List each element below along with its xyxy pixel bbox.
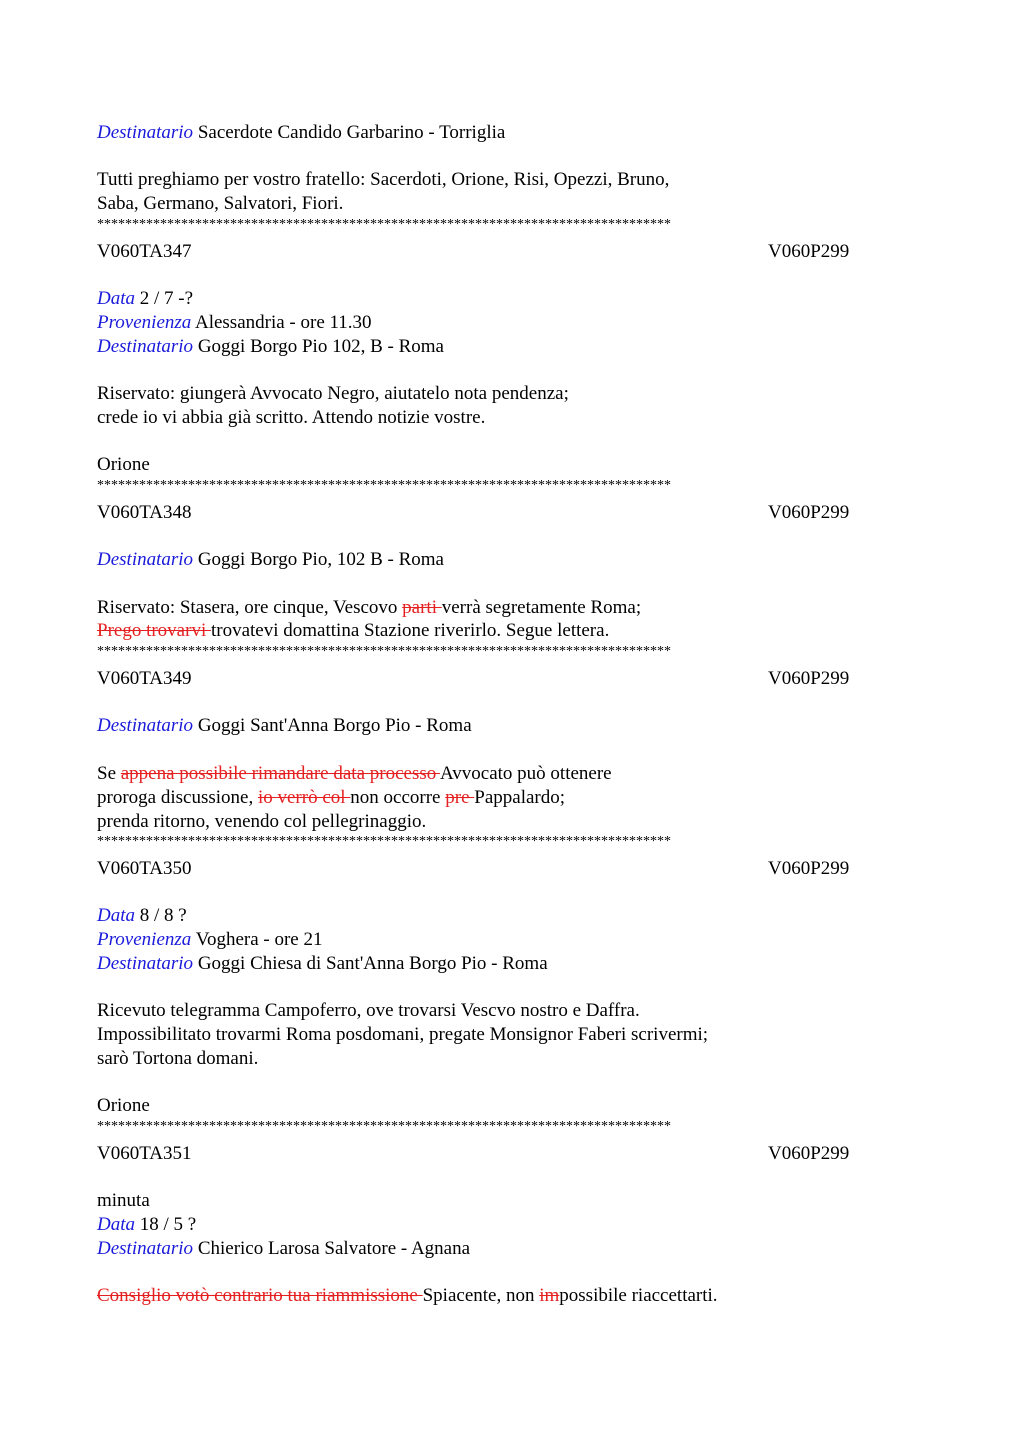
message-line: Ricevuto telegramma Campoferro, ove trovarsi Vescvo nostro e Daffra. — [97, 1000, 640, 1021]
date-value: 18 / 5 ? — [135, 1214, 197, 1235]
recipient-label: Destinatario — [97, 1238, 194, 1259]
deleted-text: Prego trovarvi — [97, 620, 211, 641]
document-code: V060TA347 — [97, 241, 192, 262]
recipient-line — [97, 1237, 470, 1261]
recipient-line — [97, 335, 444, 359]
message-line — [97, 1284, 718, 1308]
date-line — [97, 904, 187, 928]
signature: Orione — [97, 1095, 150, 1116]
recipient-label: Destinatario — [97, 549, 194, 570]
recipient-label: Destinatario — [97, 953, 194, 974]
message-line — [97, 619, 609, 643]
date-label: Data — [97, 1214, 135, 1235]
separator: ********************************************************************************** — [97, 217, 671, 232]
origin-label: Provenienza — [97, 312, 192, 333]
deleted-text: parti — [402, 597, 442, 618]
page-code: V060P299 — [768, 668, 850, 689]
message-text: non occorre — [350, 787, 446, 808]
message-line: prenda ritorno, venendo col pellegrinaggio. — [97, 811, 427, 832]
recipient-value: Chierico Larosa Salvatore - Agnana — [193, 1238, 471, 1259]
message-text: Avvocato può ottenere — [439, 763, 612, 784]
date-line — [97, 1213, 196, 1237]
separator: ********************************************************************************** — [97, 644, 671, 659]
recipient-label: Destinatario — [97, 715, 194, 736]
signature: Orione — [97, 454, 150, 475]
message-line: sarò Tortona domani. — [97, 1048, 259, 1069]
date-label: Data — [97, 288, 135, 309]
recipient-label: Destinatario — [97, 122, 194, 143]
draft-note: minuta — [97, 1190, 150, 1211]
origin-value: Voghera - ore 21 — [191, 929, 323, 950]
separator: ********************************************************************************** — [97, 834, 671, 849]
recipient-label: Destinatario — [97, 336, 194, 357]
page-code: V060P299 — [768, 241, 850, 262]
date-value: 2 / 7 -? — [135, 288, 194, 309]
message-text: Pappalardo; — [474, 787, 566, 808]
origin-label: Provenienza — [97, 929, 192, 950]
deleted-text: appena possibile rimandare data processo — [120, 763, 440, 784]
message-line: Tutti preghiamo per vostro fratello: Sacerdoti, Orione, Risi, Opezzi, Bruno, — [97, 169, 670, 190]
message-line: Impossibilitato trovarmi Roma posdomani, pregate Monsignor Faberi scrivermi; — [97, 1024, 709, 1045]
origin-line — [97, 311, 372, 335]
message-text: proroga discussione, — [97, 787, 258, 808]
message-line: Riservato: giungerà Avvocato Negro, aiutatelo nota pendenza; — [97, 383, 569, 404]
separator: ********************************************************************************** — [97, 478, 671, 493]
message-text: Se — [97, 763, 121, 784]
message-line — [97, 762, 612, 786]
recipient-value: Goggi Borgo Pio 102, B - Roma — [193, 336, 444, 357]
message-text: possibile riaccettarti. — [559, 1285, 718, 1306]
date-value: 8 / 8 ? — [135, 905, 187, 926]
recipient-value: Sacerdote Candido Garbarino - Torriglia — [193, 122, 506, 143]
deleted-text: im — [539, 1285, 560, 1306]
document-code: V060TA349 — [97, 668, 192, 689]
document-code: V060TA351 — [97, 1143, 192, 1164]
date-label: Data — [97, 905, 135, 926]
document-code: V060TA350 — [97, 858, 192, 879]
deleted-text: Consiglio votò contrario tua riammissione — [97, 1285, 423, 1306]
message-text: Spiacente, non — [422, 1285, 540, 1306]
recipient-line — [97, 714, 472, 738]
page-code: V060P299 — [768, 858, 850, 879]
message-line — [97, 786, 565, 810]
recipient-value: Goggi Borgo Pio, 102 B - Roma — [193, 549, 444, 570]
origin-value: Alessandria - ore 11.30 — [191, 312, 372, 333]
page-code: V060P299 — [768, 502, 850, 523]
recipient-line — [97, 952, 548, 976]
deleted-text: io verrò col — [257, 787, 351, 808]
deleted-text: pre — [445, 787, 475, 808]
message-line: crede io vi abbia già scritto. Attendo notizie vostre. — [97, 407, 486, 428]
message-line — [97, 596, 641, 620]
message-text: trovatevi domattina Stazione riverirlo. Segue lettera. — [210, 620, 610, 641]
recipient-line — [97, 121, 505, 145]
date-line — [97, 287, 193, 311]
document-code: V060TA348 — [97, 502, 192, 523]
message-line: Saba, Germano, Salvatori, Fiori. — [97, 193, 344, 214]
recipient-value: Goggi Chiesa di Sant'Anna Borgo Pio - Roma — [193, 953, 548, 974]
origin-line — [97, 928, 323, 952]
recipient-value: Goggi Sant'Anna Borgo Pio - Roma — [193, 715, 472, 736]
message-text: verrà segretamente Roma; — [441, 597, 642, 618]
message-text: Riservato: Stasera, ore cinque, Vescovo — [97, 597, 403, 618]
page-code: V060P299 — [768, 1143, 850, 1164]
recipient-line — [97, 548, 444, 572]
separator: ********************************************************************************** — [97, 1119, 671, 1134]
